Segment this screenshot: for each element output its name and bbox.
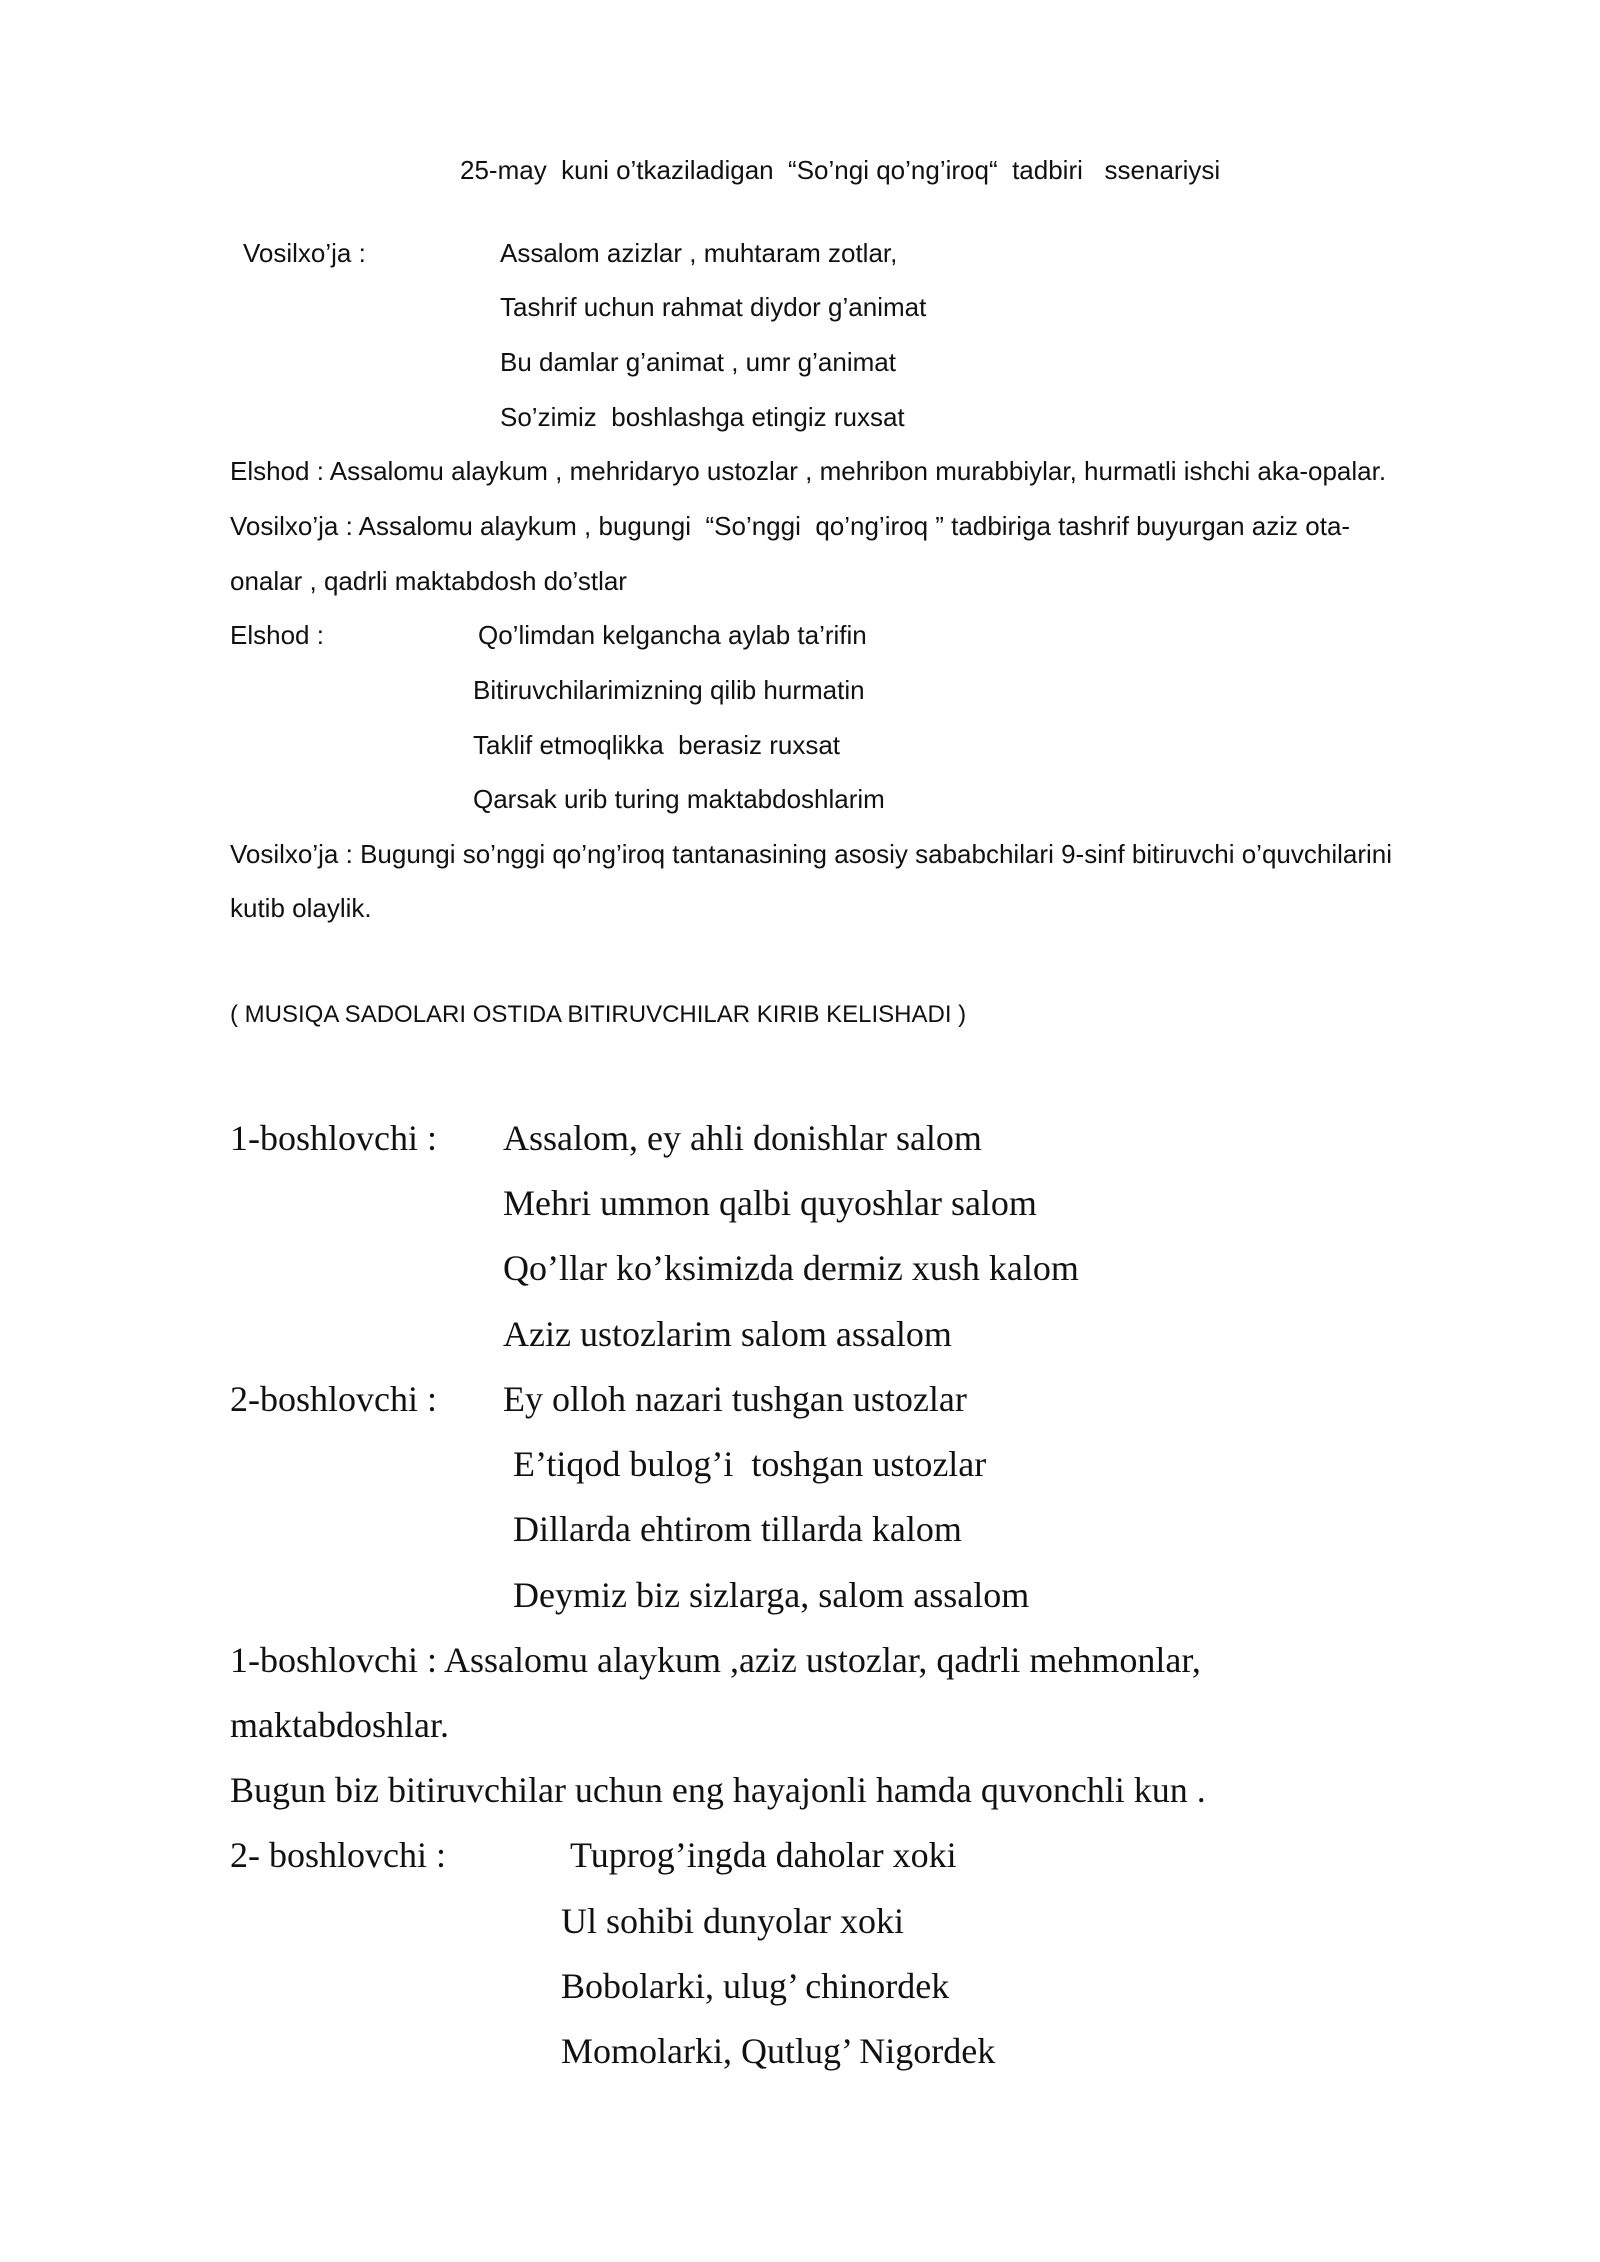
verse-line: Qo’limdan kelgancha aylab ta’rifin xyxy=(478,620,867,650)
stage-direction: ( MUSIQA SADOLARI OSTIDA BITIRUVCHILAR KIRIB KELISHADI ) xyxy=(230,1001,967,1028)
verse-line: Momolarki, Qutlug’ Nigordek xyxy=(561,2031,996,2071)
verse-line: Assalom azizlar , muhtaram zotlar, xyxy=(500,238,898,268)
prose-line: Bugun biz bitiruvchilar uchun eng hayajonli hamda quvonchli kun . xyxy=(230,1770,1206,1810)
prose-line: Vosilxo’ja : Bugungi so’nggi qo’ng’iroq tantanasining asosiy sababchilari 9-sinf bitiruvchi o’quvchilarini xyxy=(230,839,1393,869)
prose-line: Elshod : Assalomu alaykum , mehridaryo ustozlar , mehribon murabbiylar, hurmatli ishchi aka-opalar. xyxy=(230,456,1387,486)
verse-line: Bitiruvchilarimizning qilib hurmatin xyxy=(473,675,865,705)
verse-line: Ul sohibi dunyolar xoki xyxy=(561,1901,904,1941)
verse-line: Mehri ummon qalbi quyoshlar salom xyxy=(503,1183,1037,1223)
prose-line: maktabdoshlar. xyxy=(230,1705,449,1745)
prose-line: onalar , qadrli maktabdosh do’stlar xyxy=(230,566,627,596)
speaker-label: Elshod : xyxy=(230,620,324,650)
verse-line: Deymiz biz sizlarga, salom assalom xyxy=(513,1575,1030,1615)
verse-line: Ey olloh nazari tushgan ustozlar xyxy=(503,1379,967,1419)
speaker-label: 2-boshlovchi : xyxy=(230,1379,437,1419)
prose-line: Vosilxo’ja : Assalomu alaykum , bugungi “So’nggi qo’ng’iroq ” tadbiriga tashrif buyurgan aziz ota- xyxy=(230,511,1351,541)
verse-line: Aziz ustozlarim salom assalom xyxy=(503,1314,952,1354)
verse-line: E’tiqod bulog’i toshgan ustozlar xyxy=(513,1444,987,1484)
verse-line: Bobolarki, ulug’ chinordek xyxy=(561,1966,950,2006)
verse-line: So’zimiz boshlashga etingiz ruxsat xyxy=(500,402,905,432)
verse-line: Tashrif uchun rahmat diydor g’animat xyxy=(500,292,927,322)
verse-line: Tuprog’ingda daholar xoki xyxy=(570,1835,957,1875)
verse-line: Taklif etmoqlikka berasiz ruxsat xyxy=(473,730,841,760)
verse-line: Assalom, ey ahli donishlar salom xyxy=(503,1118,982,1158)
speaker-label: Vosilxo’ja : xyxy=(243,238,366,268)
speaker-label: 2- boshlovchi : xyxy=(230,1835,446,1875)
verse-line: Dillarda ehtirom tillarda kalom xyxy=(513,1509,962,1549)
verse-line: Bu damlar g’animat , umr g’animat xyxy=(500,347,896,377)
document-title: 25-may kuni o’tkaziladigan “So’ngi qo’ng’iroq“ tadbiri ssenariysi xyxy=(460,155,1221,185)
verse-line: Qo’llar ko’ksimizda dermiz xush kalom xyxy=(503,1248,1079,1288)
speaker-label: 1-boshlovchi : xyxy=(230,1118,437,1158)
verse-line: Qarsak urib turing maktabdoshlarim xyxy=(473,784,885,814)
prose-line: kutib olaylik. xyxy=(230,893,372,923)
prose-line: 1-boshlovchi : Assalomu alaykum ,aziz ustozlar, qadrli mehmonlar, xyxy=(230,1640,1201,1680)
